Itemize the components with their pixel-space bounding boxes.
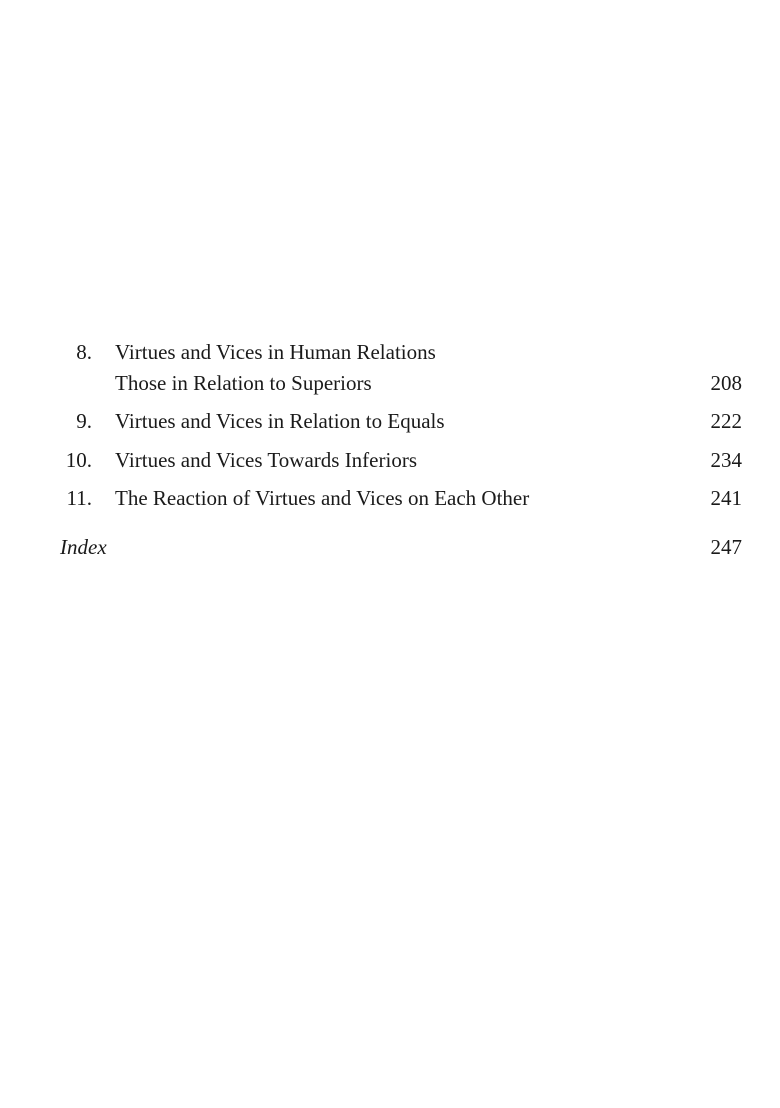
toc-entry-10	[0, 445, 780, 475]
toc-entry-page: 234	[710, 448, 742, 472]
toc-entry-page: 222	[710, 409, 742, 433]
toc-index-entry	[0, 532, 780, 562]
toc-entry-page: 208	[710, 371, 742, 395]
toc-entry-number: 11.	[66, 486, 92, 510]
toc-entry-11	[0, 483, 780, 513]
toc-entry-number: 8.	[76, 340, 92, 364]
toc-entry-page: 241	[710, 486, 742, 510]
toc-entry-title: The Reaction of Virtues and Vices on Each Other	[115, 486, 530, 510]
toc-entry-number: 9.	[76, 409, 92, 433]
index-page: 247	[710, 535, 742, 559]
toc-entry-8	[0, 337, 780, 367]
toc-entry-title: Virtues and Vices in Relation to Equals	[115, 409, 445, 433]
toc-entry-8-continued	[0, 368, 780, 398]
index-label: Index	[60, 535, 107, 559]
toc-entry-number: 10.	[65, 448, 92, 472]
toc-entry-title: Virtues and Vices Towards Inferiors	[115, 448, 417, 472]
toc-entry-title: Virtues and Vices in Human Relations	[115, 340, 436, 364]
toc-entry-subtitle: Those in Relation to Superiors	[115, 371, 372, 395]
toc-entry-9	[0, 406, 780, 436]
